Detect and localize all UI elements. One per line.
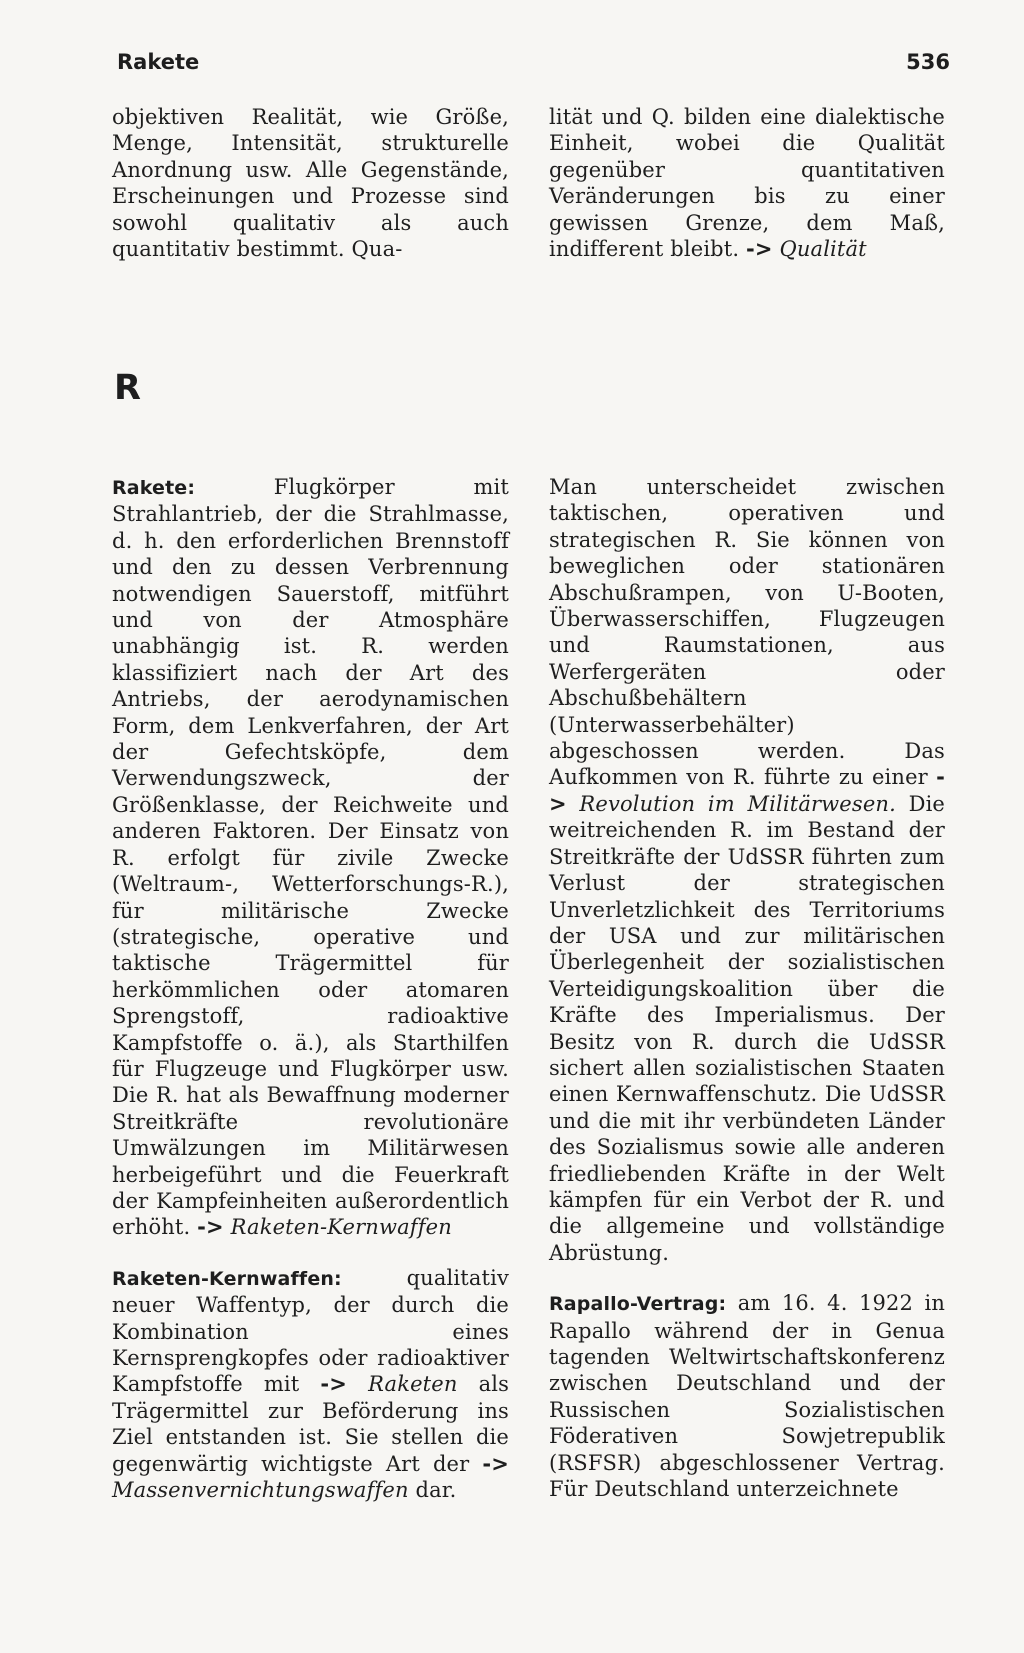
cross-reference-qualitaet[interactable]: Qualität — [779, 237, 867, 262]
continuation-left-text: objektiven Realität, wie Größe, Menge, Intensität, strukturelle Anordnung usw. Alle Gegenstände, Erscheinungen und Prozesse sind sowohl qualitativ als auch quantitativ bestimmt. Qua- — [112, 105, 509, 262]
cross-reference-raketen[interactable]: Raketen — [368, 1372, 458, 1397]
headword-rakete: Rakete: — [112, 477, 196, 499]
cross-reference-arrow-icon: -> — [746, 237, 773, 262]
entry-rk-text-1: qualitativ neuer Waffentyp, der durch die Kombination eines Kernsprengkopfes oder radioaktiver Kampfstoffe mit — [112, 1265, 509, 1397]
continuation-left-column — [112, 104, 509, 262]
entry-rakete-text-right-1: Man unterscheidet zwischen taktischen, operativen und strategischen R. Sie können von beweglichen oder stationären Abschußrampen, von U-Booten, Überwasserschiffen, Flugzeugen und Raumstationen, aus Werfergeräten oder Abschußbehältern (Unterwasserbehälter) abgeschossen werden. Das Aufkommen von R. führte zu einer — [549, 475, 945, 790]
continuation-right-column — [549, 104, 945, 262]
page-number: 536 — [906, 50, 950, 74]
running-title: Rakete — [117, 50, 200, 74]
entry-rakete-part2 — [549, 474, 945, 1266]
entry-rk-text-3: dar. — [415, 1478, 457, 1503]
cross-reference-revolution-im-militaerwesen[interactable]: Revolution im Militärwesen. — [579, 791, 896, 816]
cross-reference-massenvernichtungswaffen[interactable]: Massenvernichtungswaffen — [112, 1478, 409, 1503]
entry-rk-text-2: als Trägermittel zur Beförderung ins Ziel entstanden ist. Sie stellen die gegenwärtig wichtigste Art der — [112, 1372, 510, 1476]
headword-rapallo-vertrag: Rapallo-Vertrag: — [549, 1293, 727, 1316]
cross-reference-arrow-icon: -> — [482, 1451, 509, 1476]
cross-reference-arrow-icon: -> — [549, 765, 945, 816]
entry-rakete-text-right-2: Die weitreichenden R. im Bestand der Streitkräfte der UdSSR führten zum Verlust der strategischen Unverletzlichkeit des Territoriums der USA und zur militärischen Überlegenheit der sozialistischen Verteidigungskoalition über die Kräfte des Imperialismus. Der Besitz von R. durch die UdSSR sichert allen sozialistischen Staaten einen Kernwaffenschutz. Die UdSSR und die mit ihr verbündeten Länder des Sozialismus sowie alle anderen friedliebenden Kräfte in der Welt kämpfen für ein Verbot der R. und die allgemeine und vollständige Abrüstung. — [549, 791, 946, 1265]
entry-rakete-text-left: Flugkörper mit Strahlantrieb, der die Strahlmasse, d. h. den erforderlichen Brennstoff und den zu dessen Verbrennung notwendigen Sauerstoff, mitführt und von der Atmosphäre unabhängig ist. R. werden klassifiziert nach der Art des Antriebs, der aerodynamischen Form, dem Lenkverfahren, der Art der Gefechtsköpfe, dem Verwendungszweck, der Größenklasse, der Reichweite und anderen Faktoren. Der Einsatz von R. erfolgt für zivile Zwecke (Weltraum-, Wetterforschungs-R.), für militärische Zwecke (strategische, operative und taktische Trägermittel für herkömmlichen oder atomaren Sprengstoff, radioaktive Kampfstoffe o. ä.), als Starthilfen für Flugzeuge und Flugkörper usw. Die R. hat als Bewaffnung moderner Streitkräfte revolutionäre Umwälzungen im Militärwesen herbeigeführt und die Feuerkraft der Kampfeinheiten außerordentlich erhöht. — [112, 475, 509, 1240]
right-column — [549, 474, 945, 1502]
continuation-right-paragraph — [549, 104, 945, 262]
running-header — [117, 50, 950, 82]
entry-rapallo-text: am 16. 4. 1922 in Rapallo während der in Genua tagenden Weltwirtschaftskonferenz zwischen Deutschland und der Russischen Sozialistischen Föderativen Sowjetrepublik (RSFSR) abgeschlossener Vertrag. Für Deutschland unterzeichnete — [549, 1291, 945, 1502]
continuation-right-text: lität und Q. bilden eine dialektische Einheit, wobei die Qualität gegenüber quantitativen Veränderungen bis zu einer gewissen Grenze, dem Maß, indifferent bleibt. — [549, 105, 945, 262]
headword-raketen-kernwaffen: Raketen-Kernwaffen: — [112, 1267, 342, 1290]
cross-reference-arrow-icon: -> — [197, 1215, 224, 1240]
section-letter: R — [114, 368, 141, 408]
entry-rapallo-vertrag — [549, 1290, 945, 1502]
cross-reference-arrow-icon: -> — [320, 1372, 348, 1397]
cross-reference-raketen-kernwaffen[interactable]: Raketen-Kernwaffen — [230, 1215, 452, 1240]
entry-rakete-part1 — [112, 474, 509, 1241]
left-column — [112, 474, 509, 1503]
entry-raketen-kernwaffen — [112, 1265, 509, 1504]
